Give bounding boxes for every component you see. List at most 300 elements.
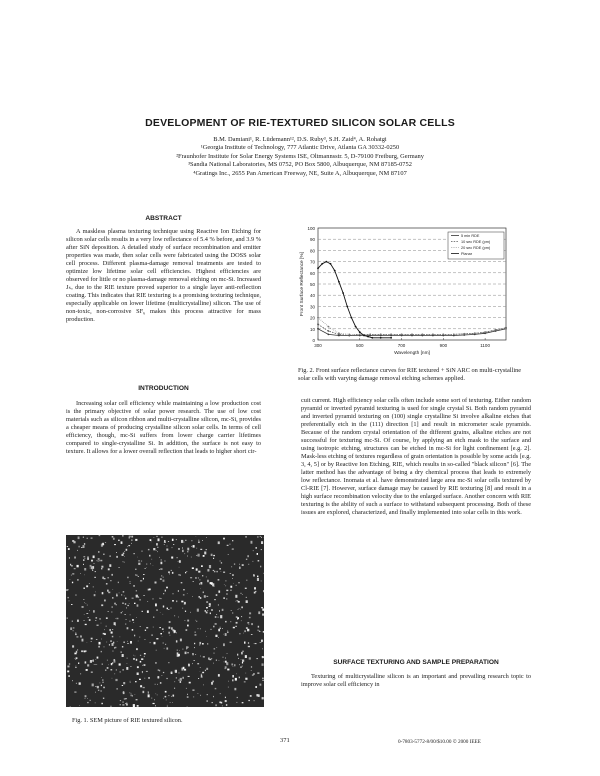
sem-speck [225,621,227,623]
sem-speck [227,631,228,632]
sem-speck [166,648,168,650]
sem-speck [250,695,252,697]
sem-speck [140,580,142,581]
sem-speck [194,660,195,661]
sem-speck [130,581,131,582]
sem-speck [200,667,201,668]
sem-speck [149,589,151,591]
sem-speck [220,560,221,561]
sem-speck [106,583,108,584]
series-line [318,318,506,335]
sem-speck [241,607,242,609]
fig2-caption: Fig. 2. Front surface reflectance curves for RIE textured + SiN ARC on multi-crystalline solar cells with varying damage removal etching schemes applied. [298,367,522,382]
sem-speck [200,582,202,585]
sem-speck [169,621,171,623]
sem-speck [146,671,148,672]
sem-speck [256,694,258,696]
sem-speck [262,656,264,657]
sem-speck [76,636,78,637]
sem-speck [176,677,177,678]
sem-speck [176,601,177,603]
sem-speck [193,697,194,698]
sem-speck [262,614,264,616]
sem-speck [144,656,145,657]
data-point [326,261,328,263]
paper-title: DEVELOPMENT OF RIE-TEXTURED SILICON SOLAR CELLS [145,117,455,129]
sem-speck [116,556,118,558]
sem-speck [67,597,69,598]
sem-speck [182,548,183,549]
sem-speck [118,567,120,568]
sem-speck [199,642,201,644]
data-point [442,334,444,336]
sem-speck [202,672,204,673]
sem-speck [120,672,121,673]
sem-speck [182,550,184,552]
sem-speck [86,669,88,671]
sem-speck [126,549,128,551]
sem-speck [147,602,148,603]
sem-speck [184,602,186,605]
sem-speck [262,678,263,679]
sem-speck [203,592,204,594]
sem-speck [169,695,170,696]
sem-speck [180,681,182,683]
sem-speck [209,659,211,660]
sem-speck [251,666,252,667]
sem-speck [130,682,131,683]
sem-speck [248,700,250,701]
sem-speck [212,702,213,703]
sem-speck [221,702,223,704]
sem-speck [258,611,260,614]
sem-speck [198,678,199,679]
sem-speck [103,686,104,687]
data-point [334,270,336,272]
y-tick-label: 30 [309,304,315,310]
data-point [422,334,424,336]
sem-speck [171,557,173,559]
sem-speck [148,691,149,692]
data-point [453,334,455,336]
sem-speck [171,696,172,697]
sem-speck [218,674,220,677]
data-point [330,263,332,265]
sem-speck [262,663,264,666]
sem-speck [76,683,77,684]
data-point [367,336,369,338]
sem-speck [243,633,244,634]
sem-speck [136,590,137,591]
sem-speck [218,591,220,593]
sem-speck [211,609,213,610]
sem-speck [135,681,137,682]
sem-speck [241,620,242,621]
sem-speck [260,642,261,643]
sem-speck [261,541,263,544]
sem-speck [225,661,227,663]
sem-speck [247,622,249,623]
sem-speck [171,570,172,571]
sem-speck [213,696,214,697]
sem-speck [230,621,231,622]
sem-speck [164,542,166,543]
sem-speck [150,642,151,643]
sem-speck [83,599,85,600]
sem-speck [96,560,97,561]
sem-speck [79,705,80,706]
sem-speck [87,558,89,560]
sem-speck [160,578,162,579]
sem-speck [156,543,158,545]
sem-speck [126,607,127,608]
sem-speck [178,680,179,681]
sem-speck [126,702,127,703]
sem-speck [192,596,193,597]
sem-speck [237,619,238,620]
sem-speck [123,562,124,563]
sem-speck [108,592,110,594]
sem-speck [103,633,105,635]
data-point [328,334,330,336]
sem-speck [167,608,168,610]
sem-speck [226,599,227,600]
sem-speck [133,658,135,660]
sem-speck [213,626,214,628]
sem-speck [85,558,86,559]
sem-speck [76,651,77,653]
sem-speck [182,677,184,679]
sem-speck [108,577,109,578]
sem-speck [158,669,159,670]
sem-speck [163,614,164,615]
sem-speck [141,658,143,660]
sem-speck [157,695,158,696]
sem-speck [184,553,185,554]
sem-speck [113,642,114,644]
sem-speck [110,580,112,581]
sem-speck [213,558,214,559]
sem-speck [260,631,261,632]
sem-speck [209,565,211,568]
sem-speck [218,637,219,638]
sem-speck [238,658,239,659]
sem-speck [220,693,221,694]
sem-speck [246,600,248,603]
sem-speck [83,537,84,538]
sem-speck [80,573,81,574]
sem-speck [148,692,149,693]
sem-speck [87,702,89,703]
sem-speck [121,594,122,595]
data-point [363,335,365,337]
sem-speck [69,664,70,665]
sem-speck [80,635,81,636]
sem-speck [113,651,114,652]
sem-speck [93,610,95,612]
sem-speck [233,627,235,629]
sem-speck [198,693,199,694]
sem-speck [94,594,96,596]
sem-speck [232,679,233,681]
sem-speck [242,662,243,664]
sem-speck [159,670,160,672]
sem-speck [100,683,101,684]
sem-speck [128,545,130,546]
sem-speck [200,695,201,696]
sem-speck [215,616,217,618]
sem-speck [123,553,125,554]
legend-label: 20 sec RDE (pm) [461,246,491,250]
sem-speck [122,603,124,605]
sem-speck [242,702,244,703]
sem-speck [79,682,81,684]
sem-speck [257,578,259,581]
sem-speck [181,540,183,543]
sem-speck [201,675,202,677]
sem-speck [194,647,195,648]
sem-speck [102,543,104,545]
sem-speck [244,681,246,682]
sem-speck [190,577,192,578]
data-point [463,333,465,335]
sem-speck [163,698,164,699]
sem-speck [90,660,92,663]
sem-speck [165,644,166,645]
sem-speck [206,577,207,578]
sem-speck [77,579,78,580]
sem-speck [163,577,164,578]
sem-speck [67,546,68,547]
sem-speck [173,695,175,697]
sem-speck [202,575,203,576]
sem-speck [236,585,237,586]
y-tick-label: 40 [309,293,315,299]
sem-speck [85,661,87,663]
sem-speck [81,547,82,548]
sem-speck [187,551,188,552]
sem-speck [96,686,97,687]
sem-speck [206,601,208,602]
sem-speck [178,617,179,618]
sem-speck [157,547,158,548]
sem-speck [179,673,180,674]
sem-speck [110,706,111,707]
sem-speck [192,690,194,691]
sem-speck [122,535,123,537]
x-tick-label: 900 [439,343,448,348]
sem-speck [241,616,242,617]
data-point [351,317,353,319]
sem-speck [105,670,106,671]
sem-speck [141,551,142,552]
sem-speck [227,545,229,546]
sem-speck [202,643,204,644]
sem-speck [225,666,227,668]
sem-speck [263,631,264,633]
sem-speck [127,605,128,606]
sem-speck [207,610,208,611]
data-point [411,334,413,336]
sem-speck [184,542,185,543]
sem-speck [93,556,95,559]
sem-speck [223,572,225,574]
sem-speck [262,609,264,611]
right-column-body [301,397,531,517]
sem-speck [237,609,238,610]
sem-speck [170,702,171,703]
sem-speck [187,697,189,698]
sem-speck [209,606,210,607]
sem-speck [261,581,262,582]
sem-speck [122,654,124,657]
sem-speck [252,561,253,562]
sem-speck [71,604,73,605]
sem-speck [234,688,236,690]
sem-speck [143,687,145,688]
sem-speck [223,597,224,599]
data-point [390,337,392,339]
sem-speck [173,544,174,545]
sem-speck [248,642,249,643]
sem-speck [253,574,255,576]
sem-speck [157,684,158,685]
sem-speck [212,681,213,683]
sem-speck [88,617,89,618]
sem-speck [155,582,157,584]
sem-speck [129,536,131,538]
x-tick-label: 300 [314,343,322,348]
x-tick-label: 500 [356,343,364,348]
x-tick-label: 1100 [480,343,490,348]
sem-speck [249,612,251,614]
sem-speck [109,644,110,646]
sem-speck [233,583,234,584]
sem-speck [227,632,228,633]
sem-speck [245,536,246,538]
sem-speck [247,629,249,632]
sem-speck [125,703,126,704]
sem-speck [153,703,155,704]
sem-speck [246,597,247,598]
sem-image [66,535,264,707]
sem-speck [179,650,180,651]
sem-speck [195,632,196,633]
sem-speck [68,589,69,590]
sem-speck [70,564,71,566]
sem-speck [131,695,132,697]
sem-speck [102,679,103,680]
sem-speck [181,582,183,583]
sem-speck [213,570,214,571]
sem-speck [157,551,158,552]
sem-speck [166,700,167,701]
legend-label: 10 sec RDE (pm) [461,240,491,244]
sem-speck [141,561,142,562]
sem-speck [174,632,175,633]
sem-speck [99,561,100,562]
sem-speck [261,642,262,643]
sem-speck [178,654,180,657]
sem-speck [109,629,111,631]
sem-speck [124,614,126,615]
sem-speck [195,620,196,621]
sem-speck [99,619,101,620]
sem-speck [97,625,99,626]
surface-texturing-heading: SURFACE TEXTURING AND SAMPLE PREPARATION [333,659,499,666]
sem-speck [140,626,141,627]
sem-speck [90,662,91,663]
sem-speck [218,629,220,631]
sem-speck [179,560,181,563]
sem-speck [124,698,126,699]
sem-speck [207,569,209,571]
sem-speck [123,642,125,644]
sem-speck [118,540,120,541]
sem-speck [122,611,123,612]
sem-speck [144,678,145,679]
sem-speck [160,568,162,570]
sem-speck [107,660,108,661]
sem-speck [102,664,103,665]
sem-speck [239,608,240,609]
sem-speck [116,552,117,553]
sem-speck [130,641,132,644]
sem-speck [187,647,189,648]
sem-speck [98,558,100,560]
sem-speck [110,641,112,642]
sem-speck [91,560,93,562]
sem-speck [83,556,85,557]
sem-speck [132,629,134,631]
sem-speck [230,642,232,643]
sem-speck [201,677,203,678]
introduction-body [66,400,261,456]
sem-speck [107,590,109,592]
sem-speck [178,590,179,592]
sem-speck [185,540,187,541]
sem-speck [213,555,215,556]
sem-speck [98,690,99,691]
sem-speck [84,620,85,621]
sem-speck [133,585,134,587]
sem-speck [119,663,121,665]
sem-speck [136,659,137,661]
sem-speck [236,622,238,624]
sem-speck [210,606,211,607]
sem-speck [127,658,128,659]
sem-speck [145,568,146,569]
sem-speck [89,583,90,584]
sem-speck [163,632,164,633]
sem-speck [143,691,145,693]
sem-speck [69,557,70,558]
sem-speck [74,568,76,569]
sem-speck [101,568,102,570]
sem-speck [248,646,250,647]
sem-speck [89,619,91,621]
sem-speck [192,567,194,569]
sem-speck [150,564,151,565]
sem-speck [168,609,170,610]
sem-speck [191,546,192,547]
sem-speck [143,574,145,575]
sem-speck [116,669,117,670]
surface-texturing-text: Texturing of multicrystalline silicon is an important and prevailing research topic to improve solar cell efficiency in [301,673,531,688]
sem-speck [230,586,232,588]
sem-speck [210,629,211,630]
sem-speck [75,666,76,667]
